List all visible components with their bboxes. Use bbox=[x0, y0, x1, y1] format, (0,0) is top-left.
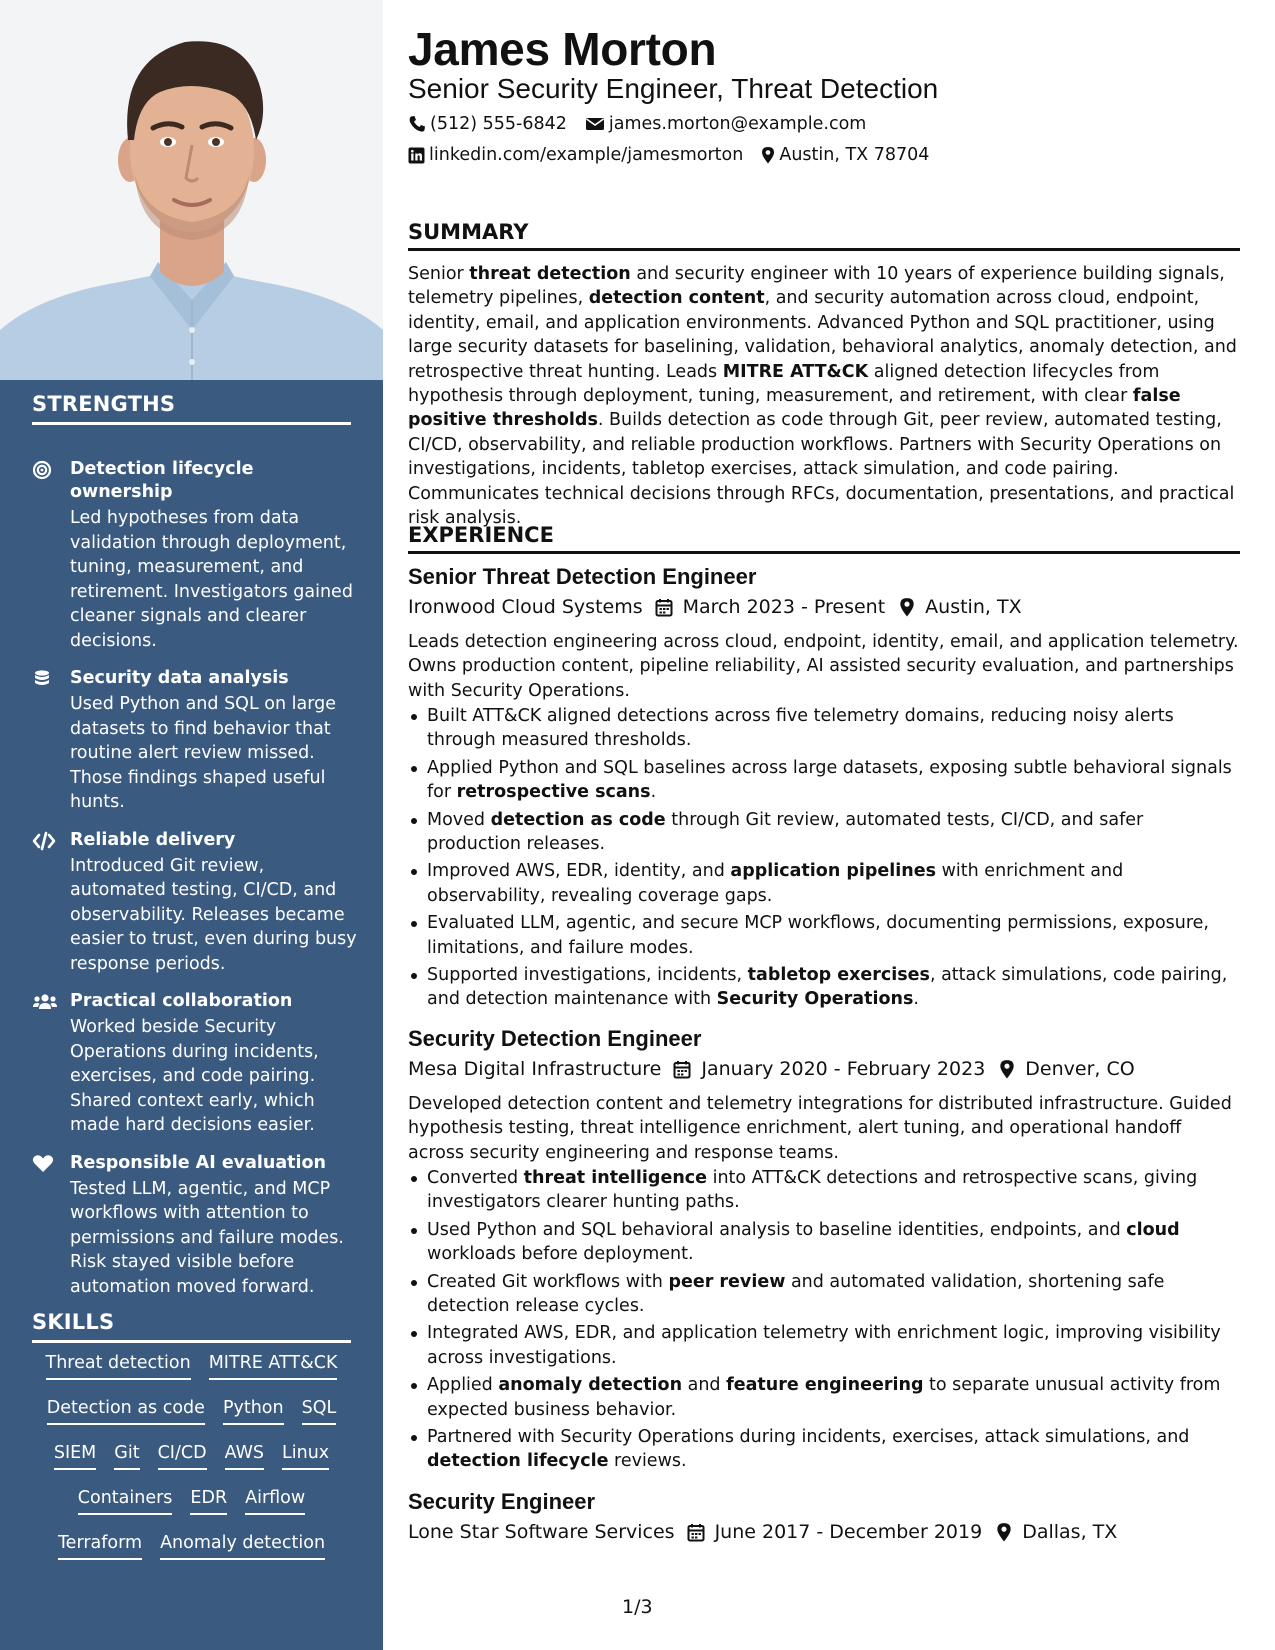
company-name: Mesa Digital Infrastructure bbox=[408, 1058, 662, 1080]
bullet-item bbox=[408, 859, 1240, 908]
map-pin-icon bbox=[999, 1059, 1015, 1079]
skill-tag: Airflow bbox=[245, 1485, 305, 1515]
text-run: Used Python and SQL behavioral analysis to baseline identities, endpoints, and bbox=[427, 1219, 1127, 1240]
text-run: with enrichment and observability, revealing coverage gaps. bbox=[427, 861, 1124, 906]
calendar-icon bbox=[673, 1060, 691, 1079]
envelope-icon bbox=[585, 116, 605, 132]
bold-phrase: detection content bbox=[588, 288, 765, 309]
skill-tag: Python bbox=[223, 1395, 284, 1425]
location-text: Austin, TX 78704 bbox=[779, 145, 930, 165]
job-title: Security Detection Engineer bbox=[408, 1026, 702, 1051]
bold-phrase: MITRE ATT&CK bbox=[722, 361, 869, 382]
text-run: , and security automation across cloud, endpoint, identity, email, and application environments. Advanced Python and SQL practitioner, using large security datasets for baselining, validation, behavioral analytics, anomaly detection, and retrospective threat hunting. Leads bbox=[408, 288, 1237, 382]
skill-tag: AWS bbox=[225, 1440, 264, 1470]
skills-list bbox=[32, 1350, 351, 1575]
skills-row bbox=[32, 1485, 351, 1530]
bullet-item bbox=[408, 963, 1240, 1012]
skills-row bbox=[32, 1530, 351, 1575]
job-dates: March 2023 - Present bbox=[682, 596, 886, 618]
text-run: workloads before deployment. bbox=[427, 1244, 694, 1265]
text-run: Built ATT&CK aligned detections across five telemetry domains, reducing noisy alerts through measured thresholds. bbox=[427, 706, 1174, 751]
contact-row bbox=[408, 114, 884, 134]
bold-phrase: cloud bbox=[1126, 1219, 1180, 1240]
skill-tag: Anomaly detection bbox=[160, 1530, 325, 1560]
calendar-icon bbox=[687, 1523, 705, 1542]
strength-title: Responsible AI evaluation bbox=[70, 1152, 327, 1173]
text-run: . bbox=[650, 782, 657, 803]
heart-icon bbox=[32, 1152, 70, 1300]
job-dates: June 2017 - December 2019 bbox=[714, 1521, 983, 1543]
text-run: Converted bbox=[427, 1168, 524, 1188]
job-summary: Leads detection engineering across cloud, endpoint, identity, email, and application telemetry. Owns production content, pipeline reliability, AI assisted security evaluation, and partnerships with Security Operations. bbox=[408, 632, 1239, 701]
bullet-item bbox=[408, 911, 1240, 960]
skill-tag: SQL bbox=[302, 1395, 337, 1425]
text-run: Created Git workflows with bbox=[427, 1271, 669, 1292]
phone-icon bbox=[408, 115, 426, 133]
text-run: Moved bbox=[427, 809, 491, 830]
bullet-item bbox=[408, 1166, 1240, 1215]
target-icon bbox=[32, 458, 70, 653]
bullet-item bbox=[408, 1321, 1240, 1370]
skills-heading: SKILLS bbox=[32, 1310, 351, 1343]
text-run: Improved AWS, EDR, identity, and bbox=[427, 861, 731, 882]
skill-tag: Threat detection bbox=[46, 1350, 191, 1380]
job-location: Denver, CO bbox=[1025, 1058, 1135, 1080]
skill-tag: Detection as code bbox=[47, 1395, 205, 1425]
job-title: Security Engineer bbox=[408, 1489, 596, 1514]
skills-row bbox=[32, 1440, 351, 1485]
text-run: and automated validation, shortening safe detection release cycles. bbox=[427, 1271, 1165, 1317]
text-run: Applied Python and SQL baselines across large datasets, exposing subtle behavioral signals for bbox=[427, 757, 1232, 803]
bold-phrase: retrospective scans bbox=[456, 782, 651, 803]
strengths-list bbox=[32, 458, 357, 1313]
job-title: Senior Threat Detection Engineer bbox=[408, 564, 757, 589]
strength-description: Used Python and SQL on large datasets to find behavior that routine alert review missed. Those findings shaped useful hunts. bbox=[70, 694, 336, 812]
bold-phrase: threat detection bbox=[469, 264, 631, 284]
text-run: Supported investigations, incidents, bbox=[427, 965, 748, 986]
job-headline: Senior Security Engineer, Threat Detection bbox=[408, 73, 939, 104]
summary-heading: SUMMARY bbox=[408, 220, 1240, 251]
job-meta bbox=[408, 596, 1022, 618]
skills-row bbox=[32, 1395, 351, 1440]
users-icon bbox=[32, 990, 70, 1138]
text-run: Integrated AWS, EDR, and application telemetry with enrichment logic, improving visibility across investigations. bbox=[427, 1323, 1221, 1368]
bold-phrase: application pipelines bbox=[730, 861, 937, 882]
bold-phrase: Security Operations bbox=[716, 989, 914, 1010]
text-run: . Builds detection as code through Git, peer review, automated testing, CI/CD, observability, and reliable production workflows. Partners with Security Operations on investigations, incidents, tabletop exercises, attack simulation, and code pairing. Communicates technical decisions through RFCs, documentation, presentations, and practical risk analysis. bbox=[408, 410, 1235, 529]
bold-phrase: detection lifecycle bbox=[427, 1451, 609, 1472]
contact-row bbox=[408, 145, 947, 165]
bullet-item bbox=[408, 1373, 1240, 1422]
bullet-item bbox=[408, 1425, 1240, 1474]
text-run: to separate unusual activity from expected business behavior. bbox=[427, 1375, 1221, 1420]
job-meta bbox=[408, 1521, 1117, 1543]
text-run: Evaluated LLM, agentic, and secure MCP workflows, documenting permissions, exposure, limitations, and failure modes. bbox=[427, 913, 1209, 958]
strengths-heading: STRENGTHS bbox=[32, 392, 351, 425]
job-bullets bbox=[408, 1166, 1240, 1477]
job-bullets bbox=[408, 704, 1240, 1015]
text-run: and bbox=[682, 1375, 727, 1396]
strength-item bbox=[32, 990, 357, 1138]
text-run: Partnered with Security Operations during incidents, exercises, attack simulations, and bbox=[427, 1427, 1190, 1448]
text-run: into ATT&CK detections and retrospective scans, giving investigators clearer hunting paths. bbox=[427, 1168, 1198, 1213]
database-icon bbox=[32, 667, 70, 815]
company-name: Ironwood Cloud Systems bbox=[408, 596, 643, 618]
text-run: Applied bbox=[427, 1375, 499, 1396]
text-run: through Git review, automated tests, CI/CD, and safer production releases. bbox=[427, 809, 1144, 855]
linkedin-link[interactable]: linkedin.com/example/jamesmorton bbox=[429, 145, 744, 165]
text-run: aligned detection lifecycles from hypothesis through deployment, tuning, measurement, and retirement, with clear bbox=[408, 361, 1160, 407]
map-pin-icon bbox=[899, 597, 915, 617]
strength-description: Worked beside Security Operations during incidents, exercises, and code pairing. Shared context early, which made hard decisions easier. bbox=[70, 1017, 319, 1135]
bold-phrase: detection as code bbox=[490, 809, 666, 830]
job-meta bbox=[408, 1058, 1135, 1080]
experience-heading: EXPERIENCE bbox=[408, 523, 1240, 554]
bullet-item bbox=[408, 1218, 1240, 1267]
bullet-item bbox=[408, 756, 1240, 805]
strength-item bbox=[32, 458, 357, 653]
profile-photo bbox=[0, 0, 383, 380]
bold-phrase: anomaly detection bbox=[498, 1375, 683, 1396]
text-run: . bbox=[913, 989, 919, 1010]
bold-phrase: tabletop exercises bbox=[747, 965, 930, 986]
job-summary: Developed detection content and telemetry integrations for distributed infrastructure. Guided hypothesis testing, threat intelligence enrichment, alert tuning, and operational handoff across security engineering and response teams. bbox=[408, 1094, 1232, 1163]
strength-item bbox=[32, 829, 357, 977]
map-pin-icon bbox=[996, 1522, 1012, 1542]
candidate-name: James Morton bbox=[408, 23, 717, 75]
phone-number[interactable]: (512) 555-6842 bbox=[430, 114, 567, 134]
calendar-icon bbox=[655, 598, 673, 617]
skills-row bbox=[32, 1350, 351, 1395]
company-name: Lone Star Software Services bbox=[408, 1521, 675, 1543]
bold-phrase: false positive thresholds bbox=[408, 386, 1181, 431]
skill-tag: Linux bbox=[282, 1440, 329, 1470]
linkedin-icon bbox=[408, 147, 425, 164]
job-location: Austin, TX bbox=[925, 596, 1022, 618]
bullet-item bbox=[408, 704, 1240, 753]
bullet-item bbox=[408, 1270, 1240, 1319]
skill-tag: Containers bbox=[78, 1485, 173, 1515]
email-link[interactable]: james.morton@example.com bbox=[608, 114, 867, 134]
strength-description: Introduced Git review, automated testing, CI/CD, and observability. Releases became easier to trust, even during busy response periods. bbox=[70, 855, 357, 974]
strength-title: Practical collaboration bbox=[70, 991, 293, 1011]
skill-tag: Git bbox=[114, 1440, 139, 1470]
skill-tag: SIEM bbox=[54, 1440, 96, 1470]
strength-title: Reliable delivery bbox=[70, 829, 236, 850]
text-run: and security engineer with 10 years of experience building signals, telemetry pipelines, bbox=[408, 264, 1225, 309]
strength-title: Security data analysis bbox=[70, 668, 289, 688]
job-location: Dallas, TX bbox=[1022, 1521, 1118, 1543]
map-pin-icon bbox=[761, 146, 775, 164]
strength-description: Led hypotheses from data validation through deployment, tuning, measurement, and retirement. Investigators gained cleaner signals and clearer decisions. bbox=[70, 508, 353, 651]
text-run: reviews. bbox=[608, 1451, 687, 1472]
sidebar bbox=[0, 0, 383, 1650]
bold-phrase: threat intelligence bbox=[523, 1168, 708, 1188]
code-icon bbox=[32, 829, 70, 977]
strength-item bbox=[32, 1152, 357, 1300]
skill-tag: CI/CD bbox=[158, 1440, 207, 1470]
bullet-item bbox=[408, 808, 1240, 857]
bold-phrase: feature engineering bbox=[726, 1375, 924, 1396]
job-dates: January 2020 - February 2023 bbox=[701, 1058, 986, 1080]
strength-description: Tested LLM, agentic, and MCP workflows with attention to permissions and failure modes. Risk stayed visible before automation moved forward. bbox=[70, 1178, 344, 1297]
strength-item bbox=[32, 667, 357, 815]
skill-tag: Terraform bbox=[58, 1530, 142, 1560]
skill-tag: EDR bbox=[190, 1485, 227, 1515]
bold-phrase: peer review bbox=[668, 1271, 786, 1292]
skill-tag: MITRE ATT&CK bbox=[209, 1350, 338, 1380]
strength-title: Detection lifecycle ownership bbox=[70, 459, 254, 502]
page-number: 1/3 bbox=[622, 1596, 653, 1618]
text-run: Senior bbox=[408, 264, 470, 284]
text-run: , attack simulations, code pairing, and detection maintenance with bbox=[427, 965, 1228, 1010]
summary-text bbox=[408, 262, 1240, 530]
